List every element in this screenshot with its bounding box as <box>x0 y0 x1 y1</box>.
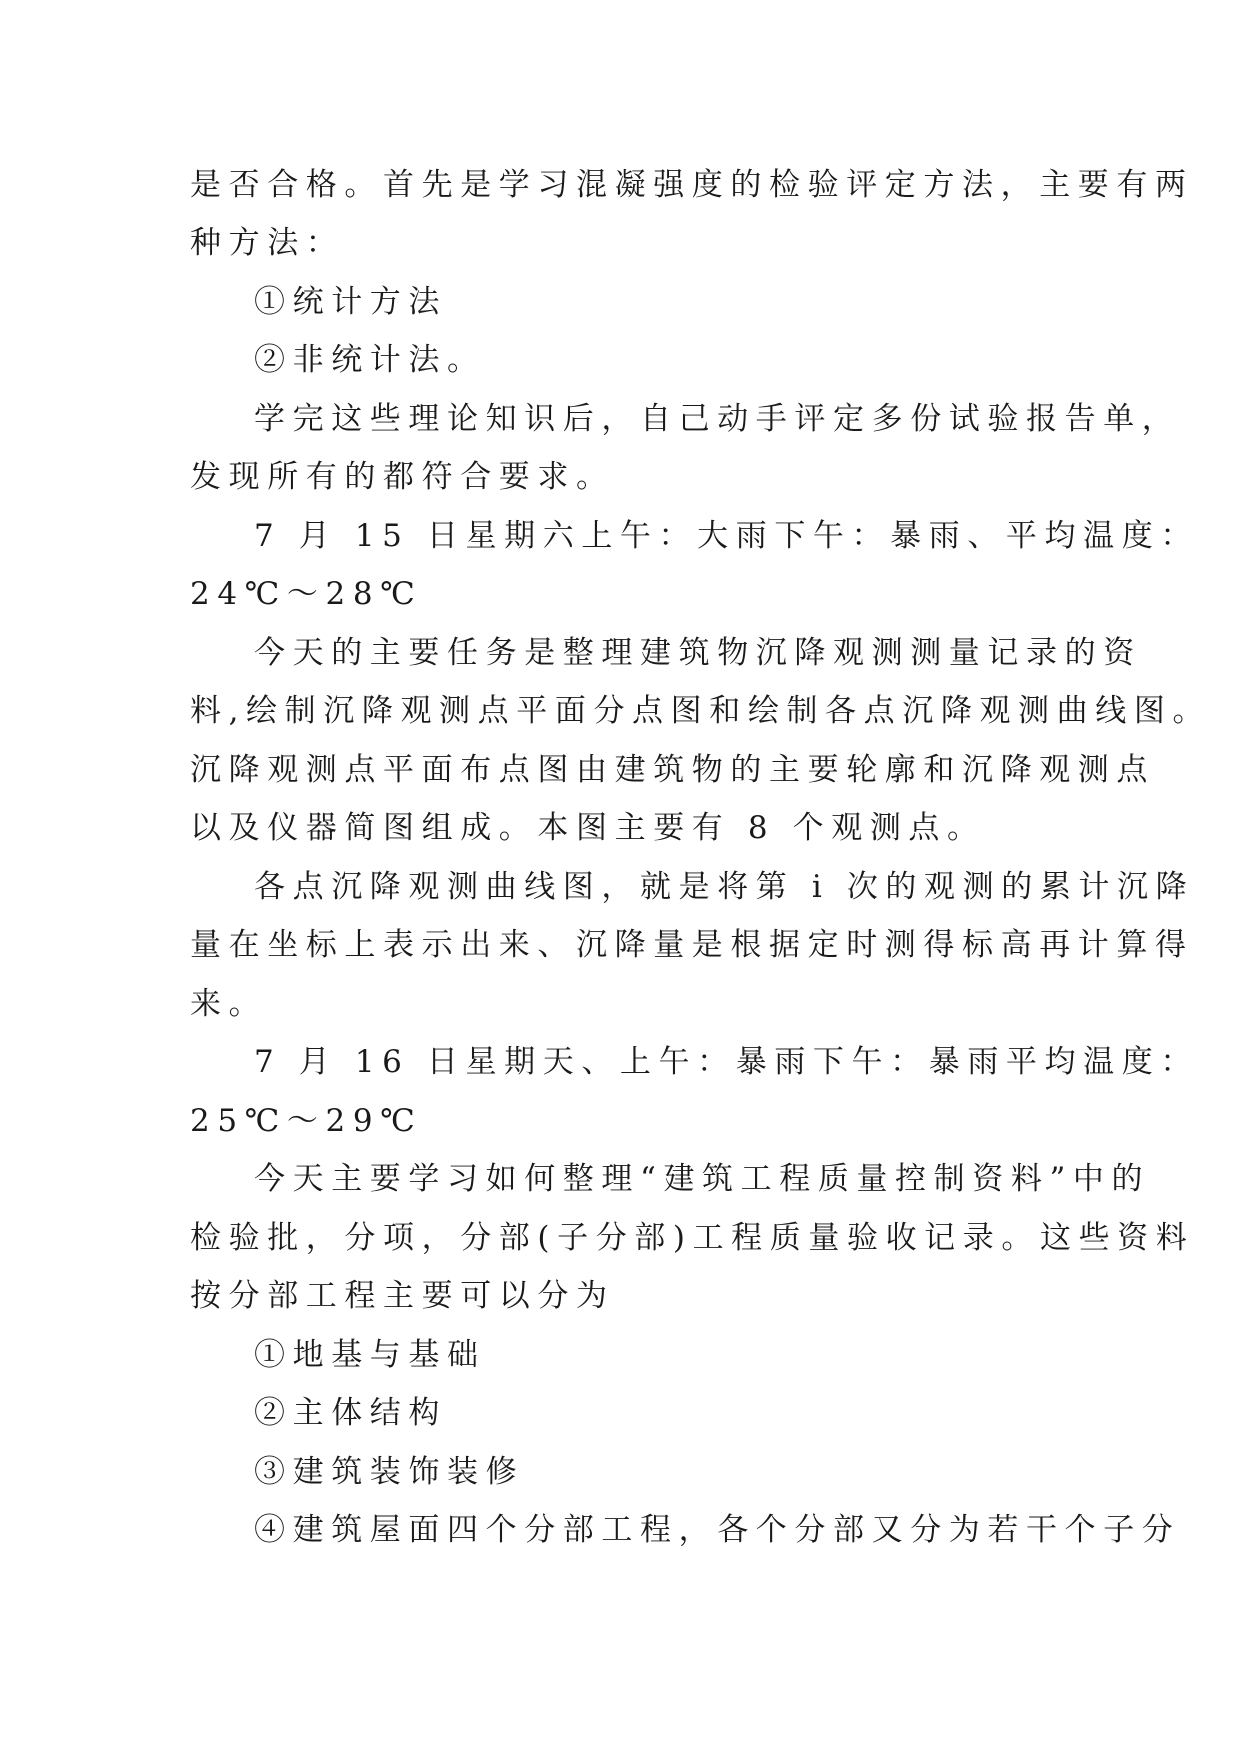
paragraph-line: 发现所有的都符合要求。 <box>190 459 615 495</box>
paragraph-line: 量在坐标上表示出来、沉降量是根据定时测得标高再计算得 <box>190 927 1194 963</box>
paragraph-line: 沉降观测点平面布点图由建筑物的主要轮廓和沉降观测点 <box>190 752 1155 788</box>
paragraph-line: 今天的主要任务是整理建筑物沉降观测测量记录的资 <box>254 635 1142 671</box>
temperature-range: 24℃～28℃ <box>190 576 423 612</box>
paragraph-line: 检验批，分项，分部(子分部)工程质量验收记录。这些资料 <box>190 1220 1195 1256</box>
list-item: ①地基与基础 <box>254 1337 486 1373</box>
diary-date-heading: 7 月 15 日星期六上午：大雨下午：暴雨、平均温度： <box>254 518 1199 554</box>
temperature-range: 25℃～29℃ <box>190 1103 423 1139</box>
paragraph-line: 学完这些理论知识后，自己动手评定多份试验报告单， <box>254 401 1181 437</box>
list-item: ②非统计法。 <box>254 342 486 378</box>
paragraph-line: 来。 <box>190 986 268 1022</box>
paragraph-line: 料,绘制沉降观测点平面分点图和绘制各点沉降观测曲线图。 <box>190 693 1212 729</box>
paragraph-line: 是否合格。首先是学习混凝强度的检验评定方法，主要有两 <box>190 167 1194 203</box>
paragraph-line: 以及仪器简图组成。本图主要有 8 个观测点。 <box>190 810 986 846</box>
paragraph-line: 按分部工程主要可以分为 <box>190 1278 615 1314</box>
list-item: ④建筑屋面四个分部工程，各个分部又分为若干个子分 <box>254 1512 1181 1548</box>
list-item: ①统计方法 <box>254 284 447 320</box>
diary-date-heading: 7 月 16 日星期天、上午：暴雨下午：暴雨平均温度： <box>254 1044 1199 1080</box>
paragraph-line: 种方法： <box>190 225 345 261</box>
list-item: ③建筑装饰装修 <box>254 1454 525 1490</box>
list-item: ②主体结构 <box>254 1395 447 1431</box>
paragraph-line: 今天主要学习如何整理“建筑工程质量控制资料”中的 <box>254 1161 1151 1197</box>
paragraph-line: 各点沉降观测曲线图，就是将第 i 次的观测的累计沉降 <box>254 869 1195 905</box>
